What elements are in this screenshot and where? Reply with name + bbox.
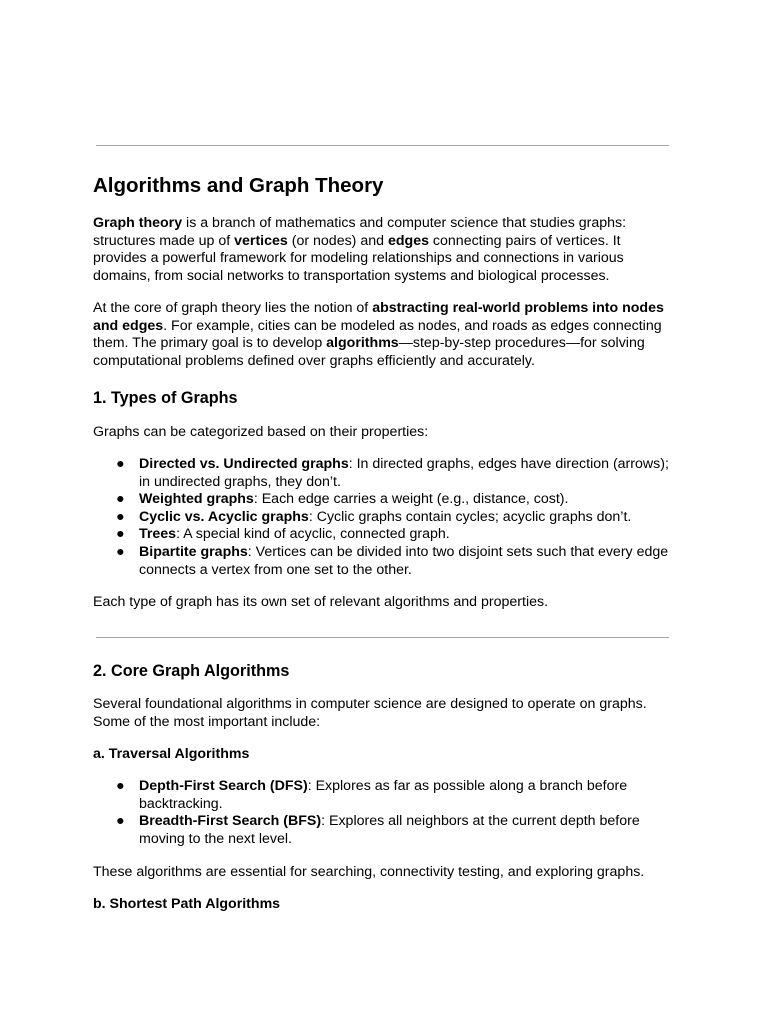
list-item <box>93 778 673 813</box>
bullet-icon: ● <box>116 526 125 543</box>
section-1-heading: 1. Types of Graphs <box>93 389 238 407</box>
bold-term: vertices <box>234 232 288 249</box>
bold-term: Weighted graphs <box>139 491 254 508</box>
text-span: . For example, cities can be modeled as nodes, and roads as edges connecting them. The primary goal is to develop <box>93 317 662 352</box>
list-item <box>93 526 673 544</box>
bullet-icon: ● <box>116 508 125 525</box>
subsection-a-closing: These algorithms are essential for searching, connectivity testing, and exploring graphs. <box>93 864 645 880</box>
text-span: : Each edge carries a weight (e.g., distance, cost). <box>253 491 569 508</box>
text-span: : A special kind of acyclic, connected graph. <box>176 526 450 543</box>
section-2-lead: Several foundational algorithms in computer science are designed to operate on graphs. Some of the most important include: <box>93 696 647 730</box>
page-title: Algorithms and Graph Theory <box>93 174 384 197</box>
bullet-icon: ● <box>116 456 125 472</box>
list-item <box>93 544 673 579</box>
list-item <box>93 509 673 527</box>
bold-term: Bipartite graphs <box>139 543 248 560</box>
bold-term: Breadth-First Search (BFS) <box>139 813 322 830</box>
list-item <box>93 813 673 848</box>
text-span: —step-by-step procedures—for solving computational problems defined over graphs efficiently and accurately. <box>93 335 645 369</box>
text-span: : Explores all neighbors at the current depth before moving to the next level. <box>139 813 640 847</box>
bold-term: Directed vs. Undirected graphs <box>139 456 349 472</box>
list-item <box>93 456 673 491</box>
bold-term: Cyclic vs. Acyclic graphs <box>139 508 309 525</box>
section-1-lead: Graphs can be categorized based on their properties: <box>93 424 429 440</box>
text-span: : Vertices can be divided into two disjoint sets such that every edge connects a vertex from one set to the other. <box>139 543 669 578</box>
bullet-icon: ● <box>116 543 125 560</box>
text-span: (or nodes) and <box>287 232 388 249</box>
bold-term: Graph theory <box>93 215 183 231</box>
graph-types-list <box>93 456 673 579</box>
text-span: : In directed graphs, edges have direction (arrows); in undirected graphs, they don’t. <box>139 456 669 490</box>
intro-paragraph-2 <box>93 300 671 370</box>
text-span: is a branch of mathematics and computer science that studies graphs: structures made up of <box>93 215 627 249</box>
bold-term: abstracting real-world problems into nodes and edges <box>93 300 664 334</box>
bold-term: Depth-First Search (DFS) <box>139 778 308 794</box>
section-2-heading: 2. Core Graph Algorithms <box>93 662 290 680</box>
horizontal-rule-middle <box>96 637 669 638</box>
text-span: : Explores as far as possible along a branch before backtracking. <box>139 778 628 812</box>
text-span: At the core of graph theory lies the notion of <box>93 300 373 316</box>
bullet-icon: ● <box>116 491 125 508</box>
list-item <box>93 491 673 509</box>
bold-term: Trees <box>139 526 177 543</box>
bullet-icon: ● <box>116 778 125 794</box>
horizontal-rule-top <box>96 145 669 146</box>
bold-term: edges <box>387 232 429 249</box>
section-1-closing: Each type of graph has its own set of relevant algorithms and properties. <box>93 594 549 610</box>
text-span: : Cyclic graphs contain cycles; acyclic graphs don’t. <box>308 508 632 525</box>
bullet-icon: ● <box>116 813 125 830</box>
text-span: connecting pairs of vertices. It provides a powerful framework for modeling relationships and connections in various domains, from social networks to transportation systems and biological processes. <box>93 232 624 284</box>
subsection-b-heading: b. Shortest Path Algorithms <box>93 896 281 912</box>
intro-paragraph-1 <box>93 215 671 285</box>
subsection-a-heading: a. Traversal Algorithms <box>93 746 250 762</box>
traversal-list <box>93 778 673 848</box>
bold-term: algorithms <box>326 335 399 352</box>
